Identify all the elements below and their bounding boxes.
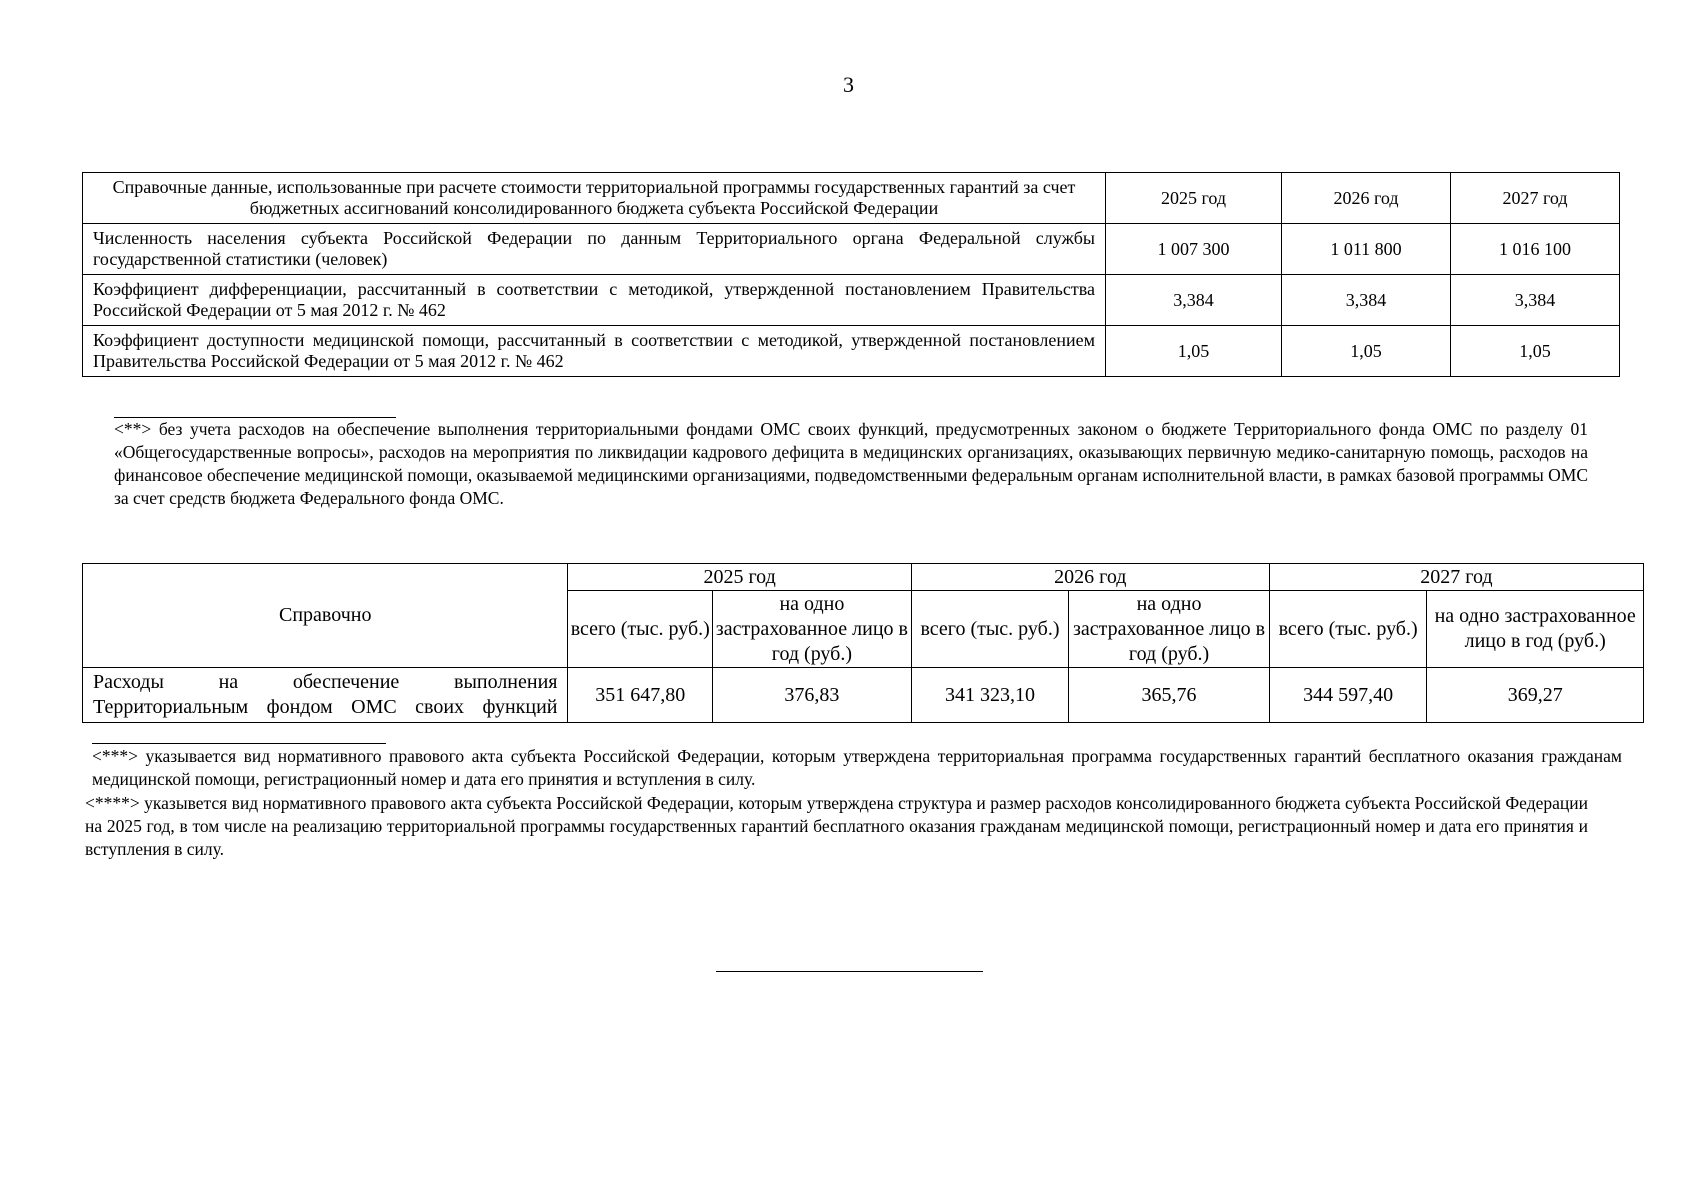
row-value: 3,384 — [1106, 275, 1282, 326]
row-value: 1 016 100 — [1451, 224, 1620, 275]
row-value: 369,27 — [1427, 668, 1644, 723]
subheader-per-person: на одно застрахованное лицо в год (руб.) — [1427, 591, 1644, 668]
row-value: 365,76 — [1069, 668, 1270, 723]
subheader-per-person: на одно застрахованное лицо в год (руб.) — [713, 591, 912, 668]
header-year-2025: 2025 год — [1106, 173, 1282, 224]
table-row — [83, 668, 1644, 723]
header-year-2025: 2025 год — [568, 564, 911, 591]
footnote-3: <***> указывается вид нормативного правового акта субъекта Российской Федерации, которым утверждена территориальная программа государственных гарантий бесплатного оказания гражданам медицинской помощи, регистрационный номер и дата его принятия и вступления в силу. — [92, 746, 1622, 789]
row-value: 3,384 — [1282, 275, 1451, 326]
row-value: 351 647,80 — [568, 668, 713, 723]
row-description: Коэффициент доступности медицинской помощи, рассчитанный в соответствии с методикой, утвержденной постановлением Правительства Российской Федерации от 5 мая 2012 г. № 462 — [83, 326, 1106, 377]
reference-data-table — [82, 172, 1620, 377]
header-year-2027: 2027 год — [1451, 173, 1620, 224]
table-header-row — [83, 564, 1644, 591]
row-value: 1,05 — [1282, 326, 1451, 377]
footnote-4: <****> указывется вид нормативного правового акта субъекта Российской Федерации, которым утверждена структура и размер расходов консолидированного бюджета субъекта Российской Федерации на 2025 год, в том числе на реализацию территориальной программы государственных гарантий бесплатного оказания гражданам медицинской помощи, регистрационный номер и дата его принятия и вступления в силу. — [85, 793, 1588, 859]
subheader-per-person: на одно застрахованное лицо в год (руб.) — [1069, 591, 1270, 668]
header-year-2027: 2027 год — [1269, 564, 1643, 591]
page-number: 3 — [843, 72, 854, 97]
row-value: 1,05 — [1451, 326, 1620, 377]
row-value: 1 011 800 — [1282, 224, 1451, 275]
row-value: 376,83 — [713, 668, 912, 723]
row-value: 1 007 300 — [1106, 224, 1282, 275]
subheader-total: всего (тыс. руб.) — [1269, 591, 1427, 668]
row-value: 344 597,40 — [1269, 668, 1427, 723]
row-value: 3,384 — [1451, 275, 1620, 326]
footnote-2: <**> без учета расходов на обеспечение выполнения территориальными фондами ОМС своих функций, предусмотренных законом о бюджете Территориального фонда ОМС по разделу 01 «Общегосударственные вопросы», расходов на мероприятия по ликвидации кадрового дефицита в медицинских организациях, оказывающих первичную медико-санитарную помощь, расходов на финансовое обеспечение медицинской помощи, оказываемой медицинскими организациями, подведомственными федеральным органам исполнительной власти, в рамках базовой программы ОМС за счет средств бюджета Федерального фонда ОМС. — [114, 419, 1588, 508]
header-label: Справочно — [83, 564, 568, 668]
subheader-total: всего (тыс. руб.) — [568, 591, 713, 668]
row-description: Коэффициент дифференциации, рассчитанный в соответствии с методикой, утвержденной постановлением Правительства Российской Федерации от 5 мая 2012 г. № 462 — [83, 275, 1106, 326]
table-row — [83, 275, 1620, 326]
header-year-2026: 2026 год — [911, 564, 1269, 591]
row-description: Расходы на обеспечение выполнения Территориальным фондом ОМС своих функций — [83, 668, 568, 723]
footnote-separator — [92, 743, 386, 744]
subheader-total: всего (тыс. руб.) — [911, 591, 1069, 668]
row-value: 1,05 — [1106, 326, 1282, 377]
table-header-row — [83, 173, 1620, 224]
header-year-2026: 2026 год — [1282, 173, 1451, 224]
expenses-table — [82, 563, 1644, 723]
header-description: Справочные данные, использованные при расчете стоимости территориальной программы государственных гарантий за счет бюджетных ассигнований консолидированного бюджета субъекта Российской Федерации — [83, 173, 1106, 224]
end-separator — [716, 971, 983, 972]
table-row — [83, 326, 1620, 377]
table-row — [83, 224, 1620, 275]
row-description: Численность населения субъекта Российской Федерации по данным Территориального органа Федеральной службы государственной статистики (человек) — [83, 224, 1106, 275]
row-value: 341 323,10 — [911, 668, 1069, 723]
